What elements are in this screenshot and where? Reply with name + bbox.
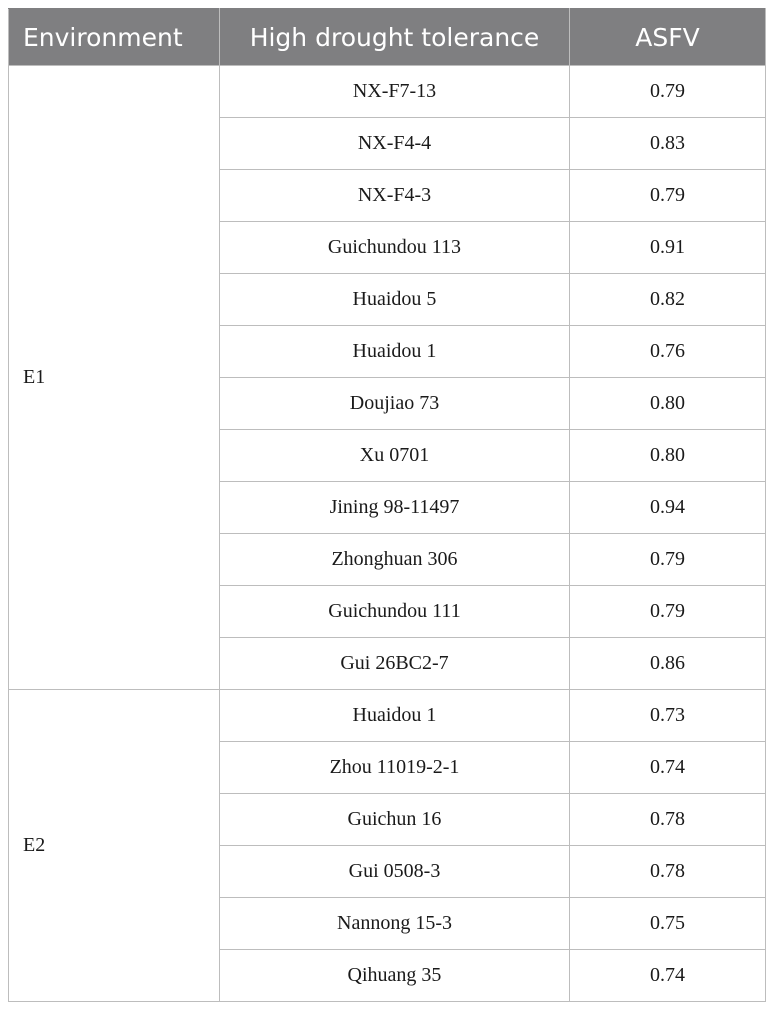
genotype-cell: Xu 0701 xyxy=(220,430,570,482)
asfv-cell: 0.91 xyxy=(570,222,766,274)
genotype-cell: Guichundou 111 xyxy=(220,586,570,638)
table-row xyxy=(9,66,766,118)
environment-cell: E1 xyxy=(9,66,220,690)
header-environment: Environment xyxy=(9,9,220,66)
genotype-cell: Nannong 15-3 xyxy=(220,898,570,950)
table-body xyxy=(9,66,766,1002)
genotype-cell: Zhonghuan 306 xyxy=(220,534,570,586)
asfv-cell: 0.79 xyxy=(570,66,766,118)
header-asfv: ASFV xyxy=(570,9,766,66)
genotype-cell: Gui 0508-3 xyxy=(220,846,570,898)
header-row xyxy=(9,9,766,66)
genotype-cell: Guichun 16 xyxy=(220,794,570,846)
asfv-cell: 0.79 xyxy=(570,534,766,586)
drought-tolerance-table xyxy=(8,8,766,1002)
genotype-cell: NX-F4-4 xyxy=(220,118,570,170)
genotype-cell: Huaidou 5 xyxy=(220,274,570,326)
genotype-cell: Huaidou 1 xyxy=(220,690,570,742)
asfv-cell: 0.78 xyxy=(570,846,766,898)
genotype-cell: Huaidou 1 xyxy=(220,326,570,378)
asfv-cell: 0.94 xyxy=(570,482,766,534)
asfv-cell: 0.75 xyxy=(570,898,766,950)
asfv-cell: 0.80 xyxy=(570,378,766,430)
asfv-cell: 0.83 xyxy=(570,118,766,170)
genotype-cell: NX-F4-3 xyxy=(220,170,570,222)
table-row xyxy=(9,690,766,742)
asfv-cell: 0.74 xyxy=(570,950,766,1002)
asfv-cell: 0.74 xyxy=(570,742,766,794)
genotype-cell: Zhou 11019-2-1 xyxy=(220,742,570,794)
environment-cell: E2 xyxy=(9,690,220,1002)
genotype-cell: NX-F7-13 xyxy=(220,66,570,118)
table-header xyxy=(9,9,766,66)
genotype-cell: Doujiao 73 xyxy=(220,378,570,430)
asfv-cell: 0.79 xyxy=(570,586,766,638)
asfv-cell: 0.73 xyxy=(570,690,766,742)
header-high-drought-tolerance: High drought tolerance xyxy=(220,9,570,66)
genotype-cell: Jining 98-11497 xyxy=(220,482,570,534)
asfv-cell: 0.86 xyxy=(570,638,766,690)
genotype-cell: Guichundou 113 xyxy=(220,222,570,274)
asfv-cell: 0.76 xyxy=(570,326,766,378)
asfv-cell: 0.78 xyxy=(570,794,766,846)
asfv-cell: 0.82 xyxy=(570,274,766,326)
genotype-cell: Gui 26BC2-7 xyxy=(220,638,570,690)
asfv-cell: 0.79 xyxy=(570,170,766,222)
asfv-cell: 0.80 xyxy=(570,430,766,482)
genotype-cell: Qihuang 35 xyxy=(220,950,570,1002)
